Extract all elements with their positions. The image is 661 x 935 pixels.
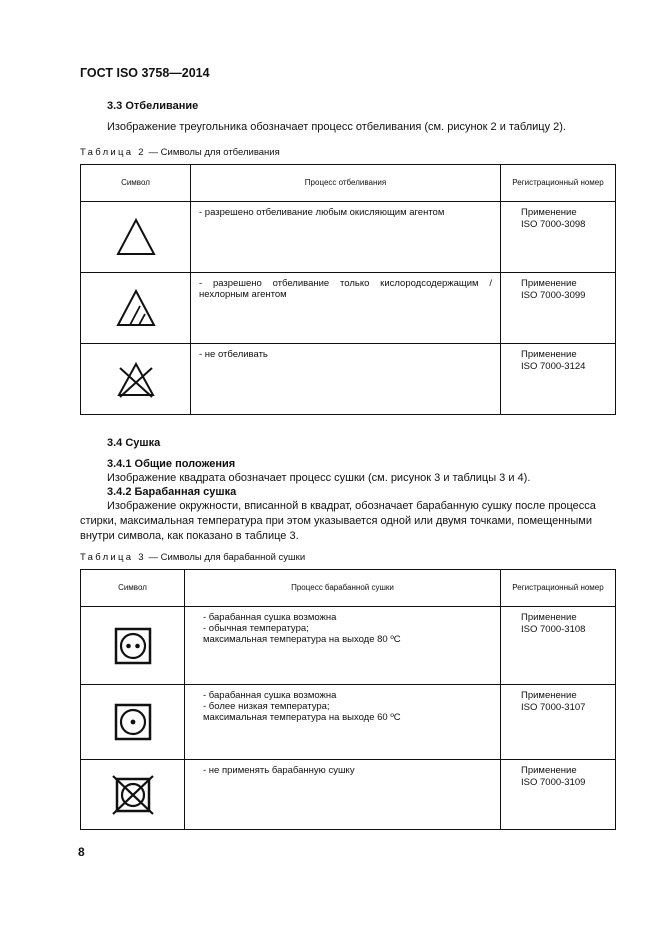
table-row xyxy=(81,202,616,273)
process-line: - более низкая температура; xyxy=(203,701,330,712)
symbol-cell xyxy=(81,760,185,830)
registration-number: ISO 7000-3109 xyxy=(521,777,586,788)
process-line: - барабанная сушка возможна xyxy=(203,690,337,701)
registration-usage: Применение xyxy=(521,612,577,623)
registration-usage: Применение xyxy=(521,207,577,218)
symbol-cell xyxy=(81,273,191,344)
registration-number: ISO 7000-3124 xyxy=(521,361,586,372)
table-row xyxy=(81,760,616,830)
table-row xyxy=(81,344,616,415)
table-bleaching-symbols xyxy=(80,164,616,415)
process-line: максимальная температура на выходе 60 ºС xyxy=(203,712,401,723)
table2-caption xyxy=(80,147,280,158)
process-cell xyxy=(185,760,501,830)
document-header: ГОСТ ISO 3758—2014 xyxy=(80,66,210,80)
registration-cell xyxy=(501,202,616,273)
symbol-cell xyxy=(81,685,185,760)
registration-usage: Применение xyxy=(521,278,577,289)
subsection-heading-tumble: 3.4.2 Барабанная сушка xyxy=(107,486,237,498)
registration-number: ISO 7000-3108 xyxy=(521,624,586,635)
drying-general-paragraph: Изображение квадрата обозначает процесс сушки (см. рисунок 3 и таблицы 3 и 4). xyxy=(107,472,531,484)
process-cell: - разрешено отбеливание любым окисляющим агентом xyxy=(191,202,501,273)
registration-cell xyxy=(501,685,616,760)
table-row xyxy=(81,685,616,760)
symbol-cell xyxy=(81,202,191,273)
process-line: - обычная температура; xyxy=(203,623,309,634)
section-heading-drying: 3.4 Сушка xyxy=(107,437,161,449)
registration-cell xyxy=(501,607,616,685)
table2-caption-title: — Символы для отбеливания xyxy=(148,147,280,158)
tumble-paragraph-line: Изображение окружности, вписанной в квадрат, обозначает барабанную сушку после процесса xyxy=(107,500,596,512)
table-row xyxy=(81,607,616,685)
tumble-dry-normal-icon xyxy=(113,626,153,666)
table-tumble-dry-symbols xyxy=(80,569,616,830)
oxygen-bleach-triangle-icon xyxy=(114,288,158,328)
header-registration: Регистрационный номер xyxy=(501,570,616,607)
registration-number: ISO 7000-3099 xyxy=(521,290,586,301)
tumble-dry-low-icon xyxy=(113,702,153,742)
registration-usage: Применение xyxy=(521,690,577,701)
subsection-heading-general: 3.4.1 Общие положения xyxy=(107,458,236,470)
process-line: - барабанная сушка возможна xyxy=(203,612,337,623)
registration-usage: Применение xyxy=(521,349,577,360)
do-not-tumble-dry-icon xyxy=(109,774,157,816)
process-cell: - не отбеливать xyxy=(191,344,501,415)
symbol-cell xyxy=(81,344,191,415)
registration-cell xyxy=(501,273,616,344)
do-not-bleach-icon xyxy=(114,359,158,399)
process-line: - не применять барабанную сушку xyxy=(203,765,355,776)
header-symbol: Символ xyxy=(81,570,185,607)
registration-number: ISO 7000-3098 xyxy=(521,219,586,230)
registration-cell xyxy=(501,344,616,415)
header-symbol: Символ xyxy=(81,165,191,202)
header-process: Процесс отбеливания xyxy=(191,165,501,202)
table-header-row xyxy=(81,570,616,607)
section-heading-bleaching: 3.3 Отбеливание xyxy=(107,100,199,112)
registration-number: ISO 7000-3107 xyxy=(521,702,586,713)
table3-caption xyxy=(80,552,305,563)
symbol-cell xyxy=(81,607,185,685)
table3-caption-prefix: Таблица 3 xyxy=(80,552,146,563)
process-cell xyxy=(185,685,501,760)
table-header-row xyxy=(81,165,616,202)
header-process: Процесс барабанной сушки xyxy=(185,570,501,607)
bleach-triangle-icon xyxy=(114,217,158,257)
table-row xyxy=(81,273,616,344)
process-cell xyxy=(185,607,501,685)
tumble-paragraph-line: стирки, максимальная температура при этом указывается одной или двумя точками, помещенными xyxy=(80,515,592,527)
header-registration: Регистрационный номер xyxy=(501,165,616,202)
process-cell: - разрешено отбеливание только кислородсодержащим /нехлорным агентом xyxy=(191,273,501,344)
table2-caption-prefix: Таблица 2 xyxy=(80,147,146,158)
table3-caption-title: — Символы для барабанной сушки xyxy=(148,552,306,563)
registration-cell xyxy=(501,760,616,830)
bleaching-paragraph: Изображение треугольника обозначает процесс отбеливания (см. рисунок 2 и таблицу 2). xyxy=(107,121,566,133)
tumble-paragraph-line: внутри символа, как показано в таблице 3. xyxy=(80,530,299,542)
registration-usage: Применение xyxy=(521,765,577,776)
process-line: максимальная температура на выходе 80 ºС xyxy=(203,634,401,645)
page-number: 8 xyxy=(78,845,85,859)
